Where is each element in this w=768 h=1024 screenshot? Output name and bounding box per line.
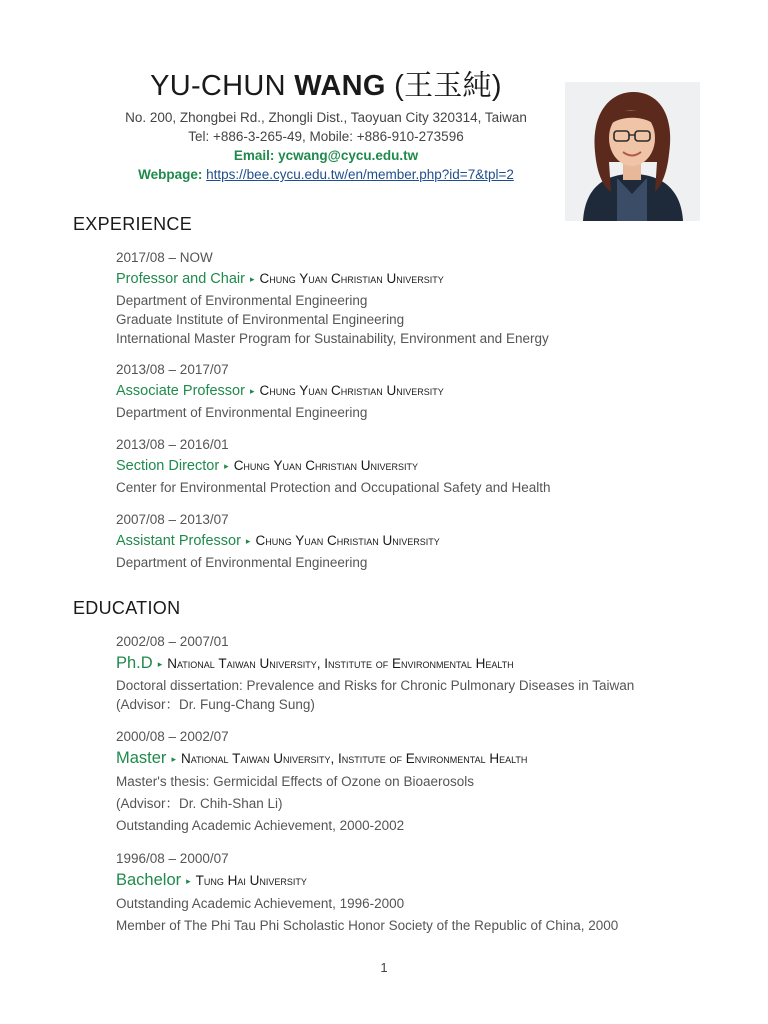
entry-title (116, 869, 736, 893)
webpage-link[interactable]: https://bee.cycu.edu.tw/en/member.php?id=7&tpl=2 (206, 167, 514, 182)
entry-date: 2013/08 – 2017/07 (116, 362, 229, 377)
entry-detail: Outstanding Academic Achievement, 2000-2002 (116, 818, 405, 833)
entry-date: 2013/08 – 2016/01 (116, 437, 229, 452)
entry-detail: Department of Environmental Engineering (116, 293, 368, 308)
experience-entry (116, 510, 736, 572)
experience-entry (116, 360, 736, 422)
entry-detail: (Advisor：Dr. Chih-Shan Li) (116, 796, 283, 811)
experience-entry (116, 435, 736, 497)
entry-date: 2002/08 – 2007/01 (116, 634, 229, 649)
separator-triangle-icon: ▸ (245, 536, 251, 546)
education-entry (116, 632, 736, 714)
separator-triangle-icon: ▸ (171, 754, 176, 764)
entry-degree: Master (116, 749, 167, 767)
entry-detail: Center for Environmental Protection and Occupational Safety and Health (116, 480, 551, 495)
entry-organization: Chung Yuan Christian University (233, 458, 418, 473)
entry-date: 2017/08 – NOW (116, 250, 213, 265)
entry-detail: Master's thesis: Germicidal Effects of Ozone on Bioaerosols (116, 774, 474, 789)
experience-entry (116, 248, 736, 348)
entry-detail: (Advisor：Dr. Fung-Chang Sung) (116, 697, 315, 712)
education-entry (116, 849, 736, 937)
entry-institution: Tung Hai University (195, 873, 307, 888)
entry-detail: Outstanding Academic Achievement, 1996-2000 (116, 896, 405, 911)
separator-triangle-icon: ▸ (186, 876, 191, 886)
phone: Tel: +886-3-265-49, Mobile: +886-910-273596 (188, 129, 464, 144)
entry-organization: Chung Yuan Christian University (255, 533, 440, 548)
entry-organization: Chung Yuan Christian University (259, 383, 444, 398)
entry-degree: Bachelor (116, 871, 182, 889)
person-name (0, 64, 652, 108)
address: No. 200, Zhongbei Rd., Zhongli Dist., Taoyuan City 320314, Taiwan (125, 110, 527, 125)
entry-detail: Member of The Phi Tau Phi Scholastic Honor Society of the Republic of China, 2000 (116, 918, 619, 933)
entry-detail: Department of Environmental Engineering (116, 405, 368, 420)
entry-title (116, 380, 736, 403)
entry-role: Associate Professor (116, 383, 245, 399)
email[interactable]: Email: ycwang@cycu.edu.tw (233, 148, 419, 163)
entry-detail: Doctoral dissertation: Prevalence and Risks for Chronic Pulmonary Diseases in Taiwan (116, 678, 635, 693)
entry-organization: Chung Yuan Christian University (259, 271, 444, 286)
header (0, 64, 652, 184)
entry-date: 1996/08 – 2000/07 (116, 851, 229, 866)
entry-institution: National Taiwan University, Institute of Environmental Health (180, 751, 528, 766)
webpage (0, 165, 652, 184)
separator-triangle-icon: ▸ (157, 659, 163, 669)
entry-date: 2000/08 – 2002/07 (116, 729, 229, 744)
section-heading-education: EDUCATION (73, 598, 181, 618)
portrait-image (565, 82, 700, 221)
entry-title (116, 652, 736, 676)
name-first: YU-CHUN (150, 70, 286, 102)
entry-title (116, 747, 736, 771)
entry-role: Section Director (116, 458, 220, 474)
entry-detail: Graduate Institute of Environmental Engineering (116, 312, 405, 327)
education-entry (116, 727, 736, 837)
name-chinese: (王玉純) (394, 70, 502, 102)
section-heading-experience: EXPERIENCE (73, 214, 193, 234)
entry-degree: Ph.D (116, 654, 153, 672)
entry-detail: International Master Program for Sustainability, Environment and Energy (116, 331, 549, 346)
entry-detail: Department of Environmental Engineering (116, 555, 368, 570)
entry-role: Assistant Professor (116, 533, 241, 549)
entry-title (116, 530, 736, 553)
webpage-label: Webpage: (138, 167, 203, 182)
entry-date: 2007/08 – 2013/07 (116, 512, 229, 527)
profile-photo (565, 82, 700, 221)
entry-role: Professor and Chair (116, 271, 245, 287)
separator-triangle-icon: ▸ (249, 386, 255, 396)
page-number: 1 (380, 960, 388, 975)
entry-title (116, 268, 736, 291)
name-last: WANG (294, 70, 386, 102)
entry-institution: National Taiwan University, Institute of Environmental Health (167, 656, 514, 671)
entry-title (116, 455, 736, 478)
separator-triangle-icon: ▸ (249, 274, 255, 284)
separator-triangle-icon: ▸ (224, 461, 229, 471)
